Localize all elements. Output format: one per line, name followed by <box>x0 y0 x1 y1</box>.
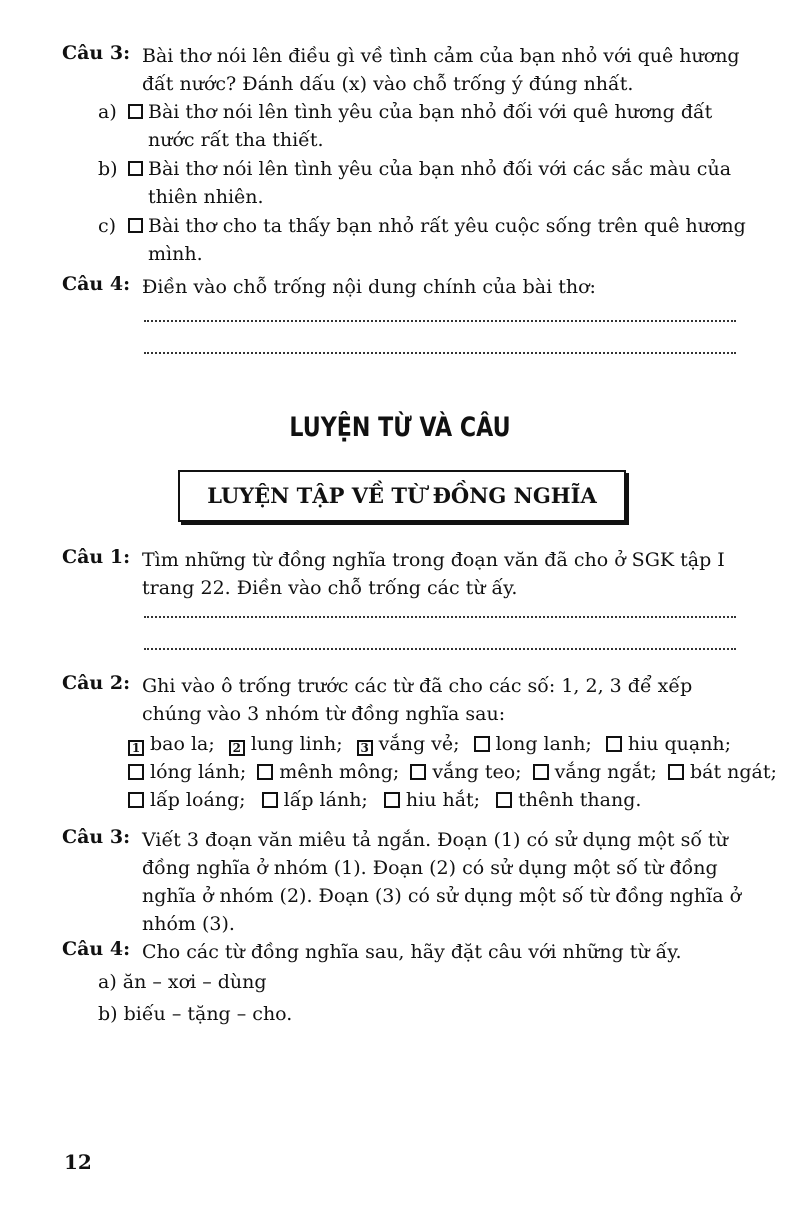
word-item <box>474 730 592 758</box>
word-item <box>410 758 521 786</box>
number-box[interactable] <box>606 736 622 752</box>
page-number: 12 <box>64 1150 92 1174</box>
answer-line[interactable] <box>144 318 736 322</box>
answer-line[interactable] <box>144 614 736 618</box>
question-text: Viết 3 đoạn văn miêu tả ngắn. Đoạn (1) có sử dụng một số từ đồng nghĩa ở nhóm (1). Đoạn (2) có sử dụng một số từ đồng nghĩa ở nhóm (2). Đoạn (3) có sử dụng một số từ đồng nghĩa ở nhóm (3). <box>142 829 742 935</box>
word-text: mênh mông; <box>279 761 400 783</box>
number-box[interactable] <box>257 764 273 780</box>
question-text: Ghi vào ô trống trước các từ đã cho các số: 1, 2, 3 để xếp chúng vào 3 nhóm từ đồng nghĩa sau: <box>142 675 693 725</box>
question-2 <box>62 672 752 728</box>
question-text: Điền vào chỗ trống nội dung chính của bài thơ: <box>142 276 596 298</box>
option-letter: b) <box>98 158 118 180</box>
word-text: vắng vẻ; <box>378 733 460 755</box>
question-3-reading <box>62 42 752 98</box>
word-item <box>668 758 777 786</box>
word-text: lấp loáng; <box>150 789 246 811</box>
word-text: vắng teo; <box>432 761 522 783</box>
word-item <box>128 730 215 758</box>
question-label: Câu 4: <box>62 273 131 295</box>
word-text: bát ngát; <box>689 761 777 783</box>
question-4-reading <box>62 273 752 301</box>
word-list <box>128 730 777 814</box>
number-box[interactable] <box>410 764 426 780</box>
word-item <box>357 730 460 758</box>
question-label: Câu 2: <box>62 672 131 694</box>
word-item <box>533 758 657 786</box>
sub-item-b: b) biếu – tặng – cho. <box>98 1003 293 1025</box>
number-box[interactable] <box>262 792 278 808</box>
number-box[interactable] <box>474 736 490 752</box>
word-item <box>262 786 368 814</box>
word-row <box>128 758 777 786</box>
question-text: Cho các từ đồng nghĩa sau, hãy đặt câu với những từ ấy. <box>142 941 682 963</box>
word-item <box>128 758 246 786</box>
number-box[interactable] <box>384 792 400 808</box>
option-b <box>98 155 748 211</box>
question-label: Câu 3: <box>62 42 131 64</box>
word-text: lấp lánh; <box>283 789 368 811</box>
word-row <box>128 786 768 814</box>
word-text: vắng ngắt; <box>554 761 657 783</box>
number-box[interactable] <box>668 764 684 780</box>
word-item <box>496 786 641 814</box>
lesson-title-box: LUYỆN TẬP VỀ TỪ ĐỒNG NGHĨA <box>178 470 626 522</box>
number-box[interactable] <box>128 792 144 808</box>
question-text: Bài thơ nói lên điều gì về tình cảm của bạn nhỏ với quê hương đất nước? Đánh dấu (x) vào chỗ trống ý đúng nhất. <box>142 45 740 95</box>
option-text: Bài thơ nói lên tình yêu của bạn nhỏ đối với các sắc màu của thiên nhiên. <box>148 158 732 208</box>
option-letter: a) <box>98 101 117 123</box>
option-text: Bài thơ nói lên tình yêu của bạn nhỏ đối với quê hương đất nước rất tha thiết. <box>148 101 713 151</box>
word-row <box>128 730 768 758</box>
word-text: long lanh; <box>495 733 592 755</box>
word-text: lung linh; <box>250 733 343 755</box>
number-box[interactable]: 2 <box>229 740 245 756</box>
number-box[interactable] <box>128 764 144 780</box>
option-checkbox[interactable] <box>128 161 143 176</box>
word-text: lóng lánh; <box>150 761 247 783</box>
question-text: Tìm những từ đồng nghĩa trong đoạn văn đã cho ở SGK tập I trang 22. Điền vào chỗ trống các từ ấy. <box>142 549 725 599</box>
section-title: LUYỆN TỪ VÀ CÂU <box>289 412 511 443</box>
option-letter: c) <box>98 215 117 237</box>
word-item <box>257 758 399 786</box>
word-text: hiu quạnh; <box>627 733 732 755</box>
word-text: hiu hắt; <box>405 789 481 811</box>
option-a <box>98 98 748 154</box>
word-item <box>128 786 246 814</box>
question-3-writing <box>62 826 752 938</box>
answer-line[interactable] <box>144 350 736 354</box>
number-box[interactable]: 1 <box>128 740 144 756</box>
word-item <box>384 786 480 814</box>
option-text: Bài thơ cho ta thấy bạn nhỏ rất yêu cuộc sống trên quê hương mình. <box>148 215 746 265</box>
option-checkbox[interactable] <box>128 218 143 233</box>
number-box[interactable] <box>533 764 549 780</box>
option-checkbox[interactable] <box>128 104 143 119</box>
answer-line[interactable] <box>144 646 736 650</box>
question-4-synonyms <box>62 938 752 966</box>
question-label: Câu 3: <box>62 826 131 848</box>
word-item <box>606 730 731 758</box>
question-label: Câu 1: <box>62 546 131 568</box>
sub-item-a: a) ăn – xơi – dùng <box>98 971 267 993</box>
option-c <box>98 212 748 268</box>
question-label: Câu 4: <box>62 938 131 960</box>
number-box[interactable] <box>496 792 512 808</box>
question-1 <box>62 546 752 602</box>
word-text: bao la; <box>150 733 215 755</box>
word-text: thênh thang. <box>518 789 642 811</box>
number-box[interactable]: 3 <box>357 740 373 756</box>
word-item <box>229 730 343 758</box>
